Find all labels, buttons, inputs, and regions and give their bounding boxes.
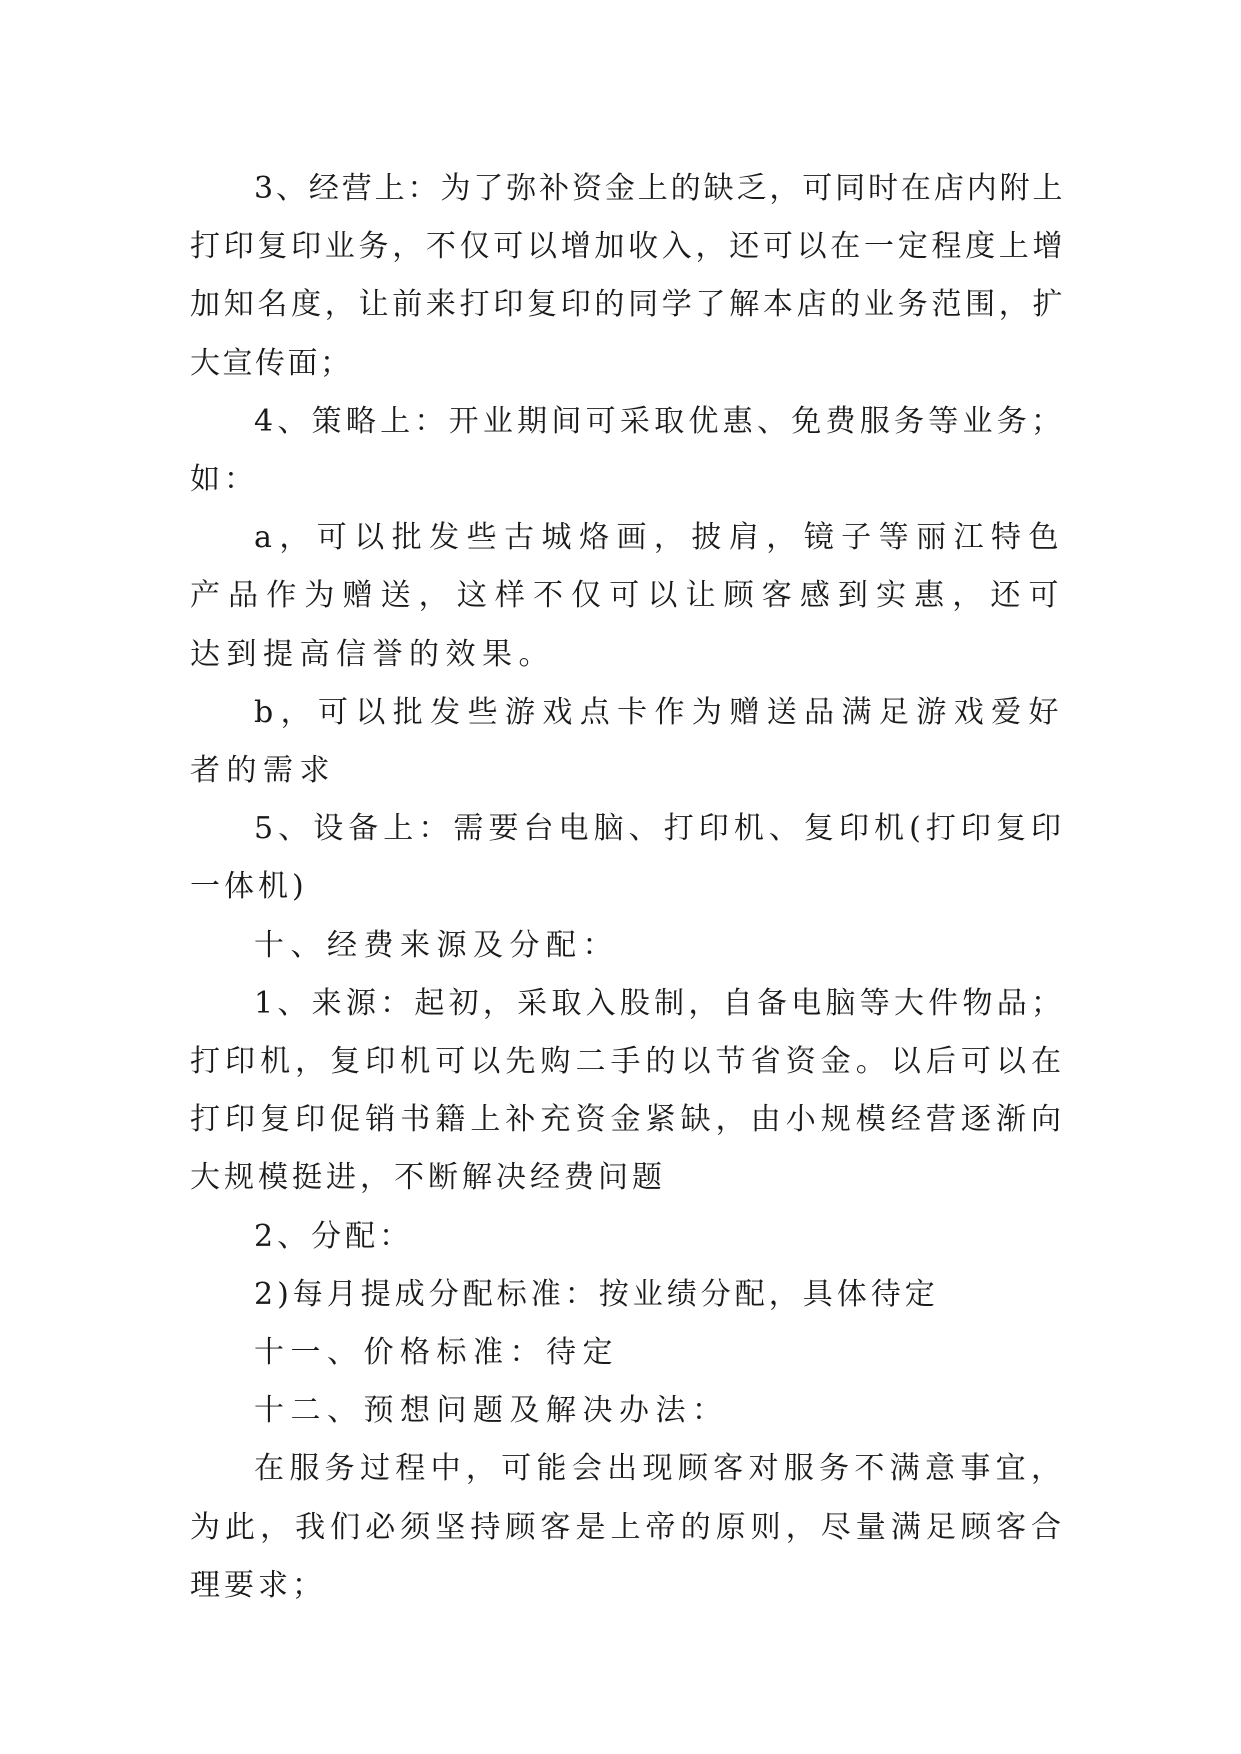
paragraph-allocation: 2、分配： bbox=[254, 1218, 414, 1254]
paragraph-commission: 2)每月提成分配标准：按业绩分配，具体待定 bbox=[254, 1276, 939, 1312]
heading-funding: 十、经费来源及分配： bbox=[254, 927, 619, 963]
paragraph-strategy-b: b，可以批发些游戏点卡作为赠送品满足游戏爱好者的需求 bbox=[190, 694, 1065, 789]
document-body bbox=[190, 160, 1065, 1615]
paragraph-funding-source: 1、来源：起初，采取入股制，自备电脑等大件物品；打印机，复印机可以先购二手的以节省资金。以后可以在打印复印促销书籍上补充资金紧缺，由小规模经营逐渐向大规模挺进，不断解决经费问题 bbox=[190, 985, 1065, 1196]
heading-pricing: 十一、价格标准：待定 bbox=[254, 1335, 619, 1371]
paragraph-operations: 3、经营上：为了弥补资金上的缺乏，可同时在店内附上打印复印业务，不仅可以增加收入，还可以在一定程度上增加知名度，让前来打印复印的同学了解本店的业务范围，扩大宣传面； bbox=[190, 171, 1065, 381]
paragraph-strategy-a: a，可以批发些古城烙画，披肩，镜子等丽江特色产品作为赠送，这样不仅可以让顾客感到实惠，还可达到提高信誉的效果。 bbox=[190, 520, 1065, 672]
paragraph-strategy: 4、策略上：开业期间可采取优惠、免费服务等业务；如： bbox=[190, 403, 1065, 498]
paragraph-equipment: 5、设备上：需要台电脑、打印机、复印机(打印复印一体机) bbox=[190, 811, 1065, 905]
paragraph-service: 在服务过程中，可能会出现顾客对服务不满意事宜，为此，我们必须坚持顾客是上帝的原则，尽量满足顾客合理要求； bbox=[190, 1451, 1065, 1603]
heading-problems: 十二、预想问题及解决办法： bbox=[254, 1393, 729, 1429]
